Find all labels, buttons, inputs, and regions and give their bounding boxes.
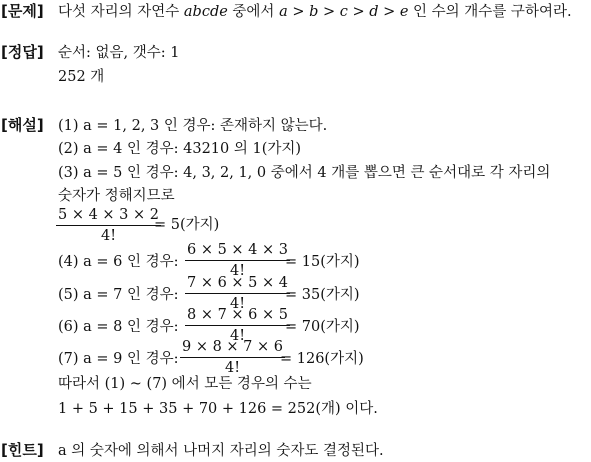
case-7-result: = 126(가지) xyxy=(280,351,364,367)
solution-case-2: (2) a = 4 인 경우: 43210 의 1(가지) xyxy=(58,141,302,157)
problem-text xyxy=(58,5,572,20)
problem-text-post: 인 수의 개수를 구하여라. xyxy=(408,4,572,20)
problem-tag: [문제] xyxy=(1,2,44,20)
case-3-numerator: 5 × 4 × 3 × 2 xyxy=(56,208,161,226)
answer-line-2: 252 개 xyxy=(58,69,105,85)
solution-case-4-label: (4) a = 6 인 경우: xyxy=(58,254,179,270)
case-3-fraction xyxy=(56,208,161,243)
case-7-numerator: 9 × 8 × 7 × 6 xyxy=(180,340,285,358)
case-4-fraction xyxy=(185,243,290,278)
case-7-fraction xyxy=(180,340,285,375)
case-6-result: = 70(가지) xyxy=(285,319,360,335)
case-4-result: = 15(가지) xyxy=(285,254,360,270)
solution-summary-1: 따라서 (1) ~ (7) 에서 모든 경우의 수는 xyxy=(58,376,312,392)
case-4-numerator: 6 × 5 × 4 × 3 xyxy=(185,243,290,261)
solution-case-7-label: (7) a = 9 인 경우: xyxy=(58,351,179,367)
case-6-denominator: 4! xyxy=(229,327,246,344)
problem-condition: a > b > c > d > e xyxy=(279,4,409,20)
case-6-numerator: 8 × 7 × 6 × 5 xyxy=(185,308,290,326)
answer-tag: [정답] xyxy=(1,43,44,61)
solution-case-1: (1) a = 1, 2, 3 인 경우: 존재하지 않는다. xyxy=(58,118,328,134)
case-5-result: = 35(가지) xyxy=(285,287,360,303)
case-5-fraction xyxy=(185,276,290,311)
solution-case-6-label: (6) a = 8 인 경우: xyxy=(58,319,179,335)
solution-summary-2: 1 + 5 + 15 + 35 + 70 + 126 = 252(개) 이다. xyxy=(58,401,378,417)
case-3-denominator: 4! xyxy=(100,227,117,244)
solution-case-3-line-2: 숫자가 정해지므로 xyxy=(58,188,175,204)
case-7-denominator: 4! xyxy=(224,359,241,376)
case-5-numerator: 7 × 6 × 5 × 4 xyxy=(185,276,290,294)
case-6-fraction xyxy=(185,308,290,343)
answer-line-1: 순서: 없음, 갯수: 1 xyxy=(58,45,180,61)
case-5-denominator: 4! xyxy=(229,295,246,312)
case-3-result: = 5(가지) xyxy=(154,217,220,233)
case-4-denominator: 4! xyxy=(229,262,246,279)
hint-tag: [힌트] xyxy=(1,441,44,459)
problem-text-mid: 중에서 xyxy=(227,4,280,20)
solution-tag: [해설] xyxy=(1,116,44,134)
solution-case-5-label: (5) a = 7 인 경우: xyxy=(58,287,179,303)
problem-text-pre: 다섯 자리의 자연수 xyxy=(58,4,184,20)
hint-text: a 의 숫자에 의해서 나머지 자리의 숫자도 결정된다. xyxy=(58,443,384,459)
problem-var-abcde: abcde xyxy=(183,4,228,20)
solution-case-3-line-1: (3) a = 5 인 경우: 4, 3, 2, 1, 0 중에서 4 개를 뽑으면 큰 순서대로 각 자리의 xyxy=(58,165,551,181)
